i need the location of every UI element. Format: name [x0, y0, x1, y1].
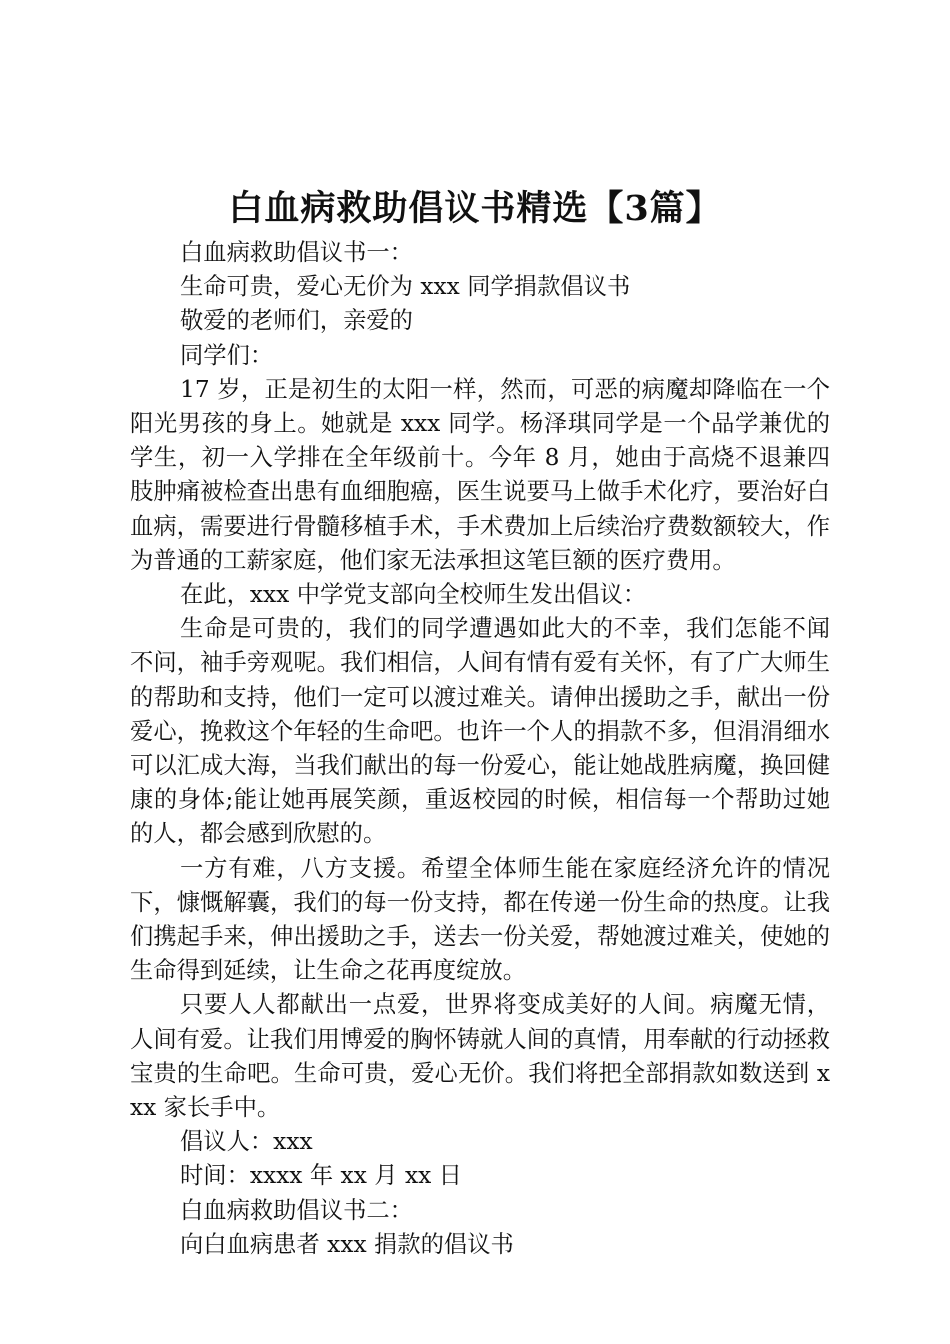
salutation-line: 同学们：	[180, 341, 274, 369]
document-title: 白血病救助倡议书精选【3篇】	[228, 188, 722, 229]
section-heading-two: 白血病救助倡议书二：	[180, 1196, 413, 1224]
subtitle-line: 向白血病患者 xxx 捐款的倡议书	[180, 1230, 514, 1258]
body-paragraph: 只要人人都献出一点爱，世界将变成美好的人间。病魔无情，人间有爱。让我们用博爱的胸怀铸就人间的真情，用奉献的行动拯救宝贵的生命吧。生命可贵，爱心无价。我们将把全部捐款如数送到 xxx 家长手中。	[130, 991, 830, 1122]
document-body	[130, 236, 830, 1262]
signature-line: 倡议人：xxx	[180, 1128, 313, 1156]
body-line: 在此，xxx 中学党支部向全校师生发出倡议：	[180, 581, 647, 609]
body-paragraph: 一方有难，八方支援。希望全体师生能在家庭经济允许的情况下，慷慨解囊，我们的每一份支持，都在传递一份生命的热度。让我们携起手来，伸出援助之手，送去一份关爱，帮她渡过难关，使她的生命得到延续，让生命之花再度绽放。	[130, 854, 830, 985]
body-paragraph: 生命是可贵的，我们的同学遭遇如此大的不幸，我们怎能不闻不问，袖手旁观呢。我们相信，人间有情有爱有关怀，有了广大师生的帮助和支持，他们一定可以渡过难关。请伸出援助之手，献出一份爱心，挽救这个年轻的生命吧。也许一个人的捐款不多，但涓涓细水可以汇成大海，当我们献出的每一份爱心，能让她战胜病魔，换回健康的身体;能让她再展笑颜，重返校园的时候，相信每一个帮助过她的人，都会感到欣慰的。	[130, 615, 830, 848]
body-paragraph: 17 岁，正是初生的太阳一样，然而，可恶的病魔却降临在一个阳光男孩的身上。她就是 xxx 同学。杨泽琪同学是一个品学兼优的学生，初一入学排在全年级前十。今年 8 月，她由于高烧不退兼四肢肿痛被检查出患有血细胞癌，医生说要马上做手术化疗，要治好白血病，需要进行骨髓移植手术，手术费加上后续治疗费数额较大，作为普通的工薪家庭，他们家无法承担这笔巨额的医疗费用。	[130, 375, 830, 574]
salutation-line: 敬爱的老师们，亲爱的	[180, 307, 413, 335]
date-line: 时间：xxxx 年 xx 月 xx 日	[180, 1162, 462, 1190]
subtitle-line: 生命可贵，爱心无价为 xxx 同学捐款倡议书	[180, 273, 631, 301]
section-heading-one: 白血病救助倡议书一：	[180, 239, 413, 266]
